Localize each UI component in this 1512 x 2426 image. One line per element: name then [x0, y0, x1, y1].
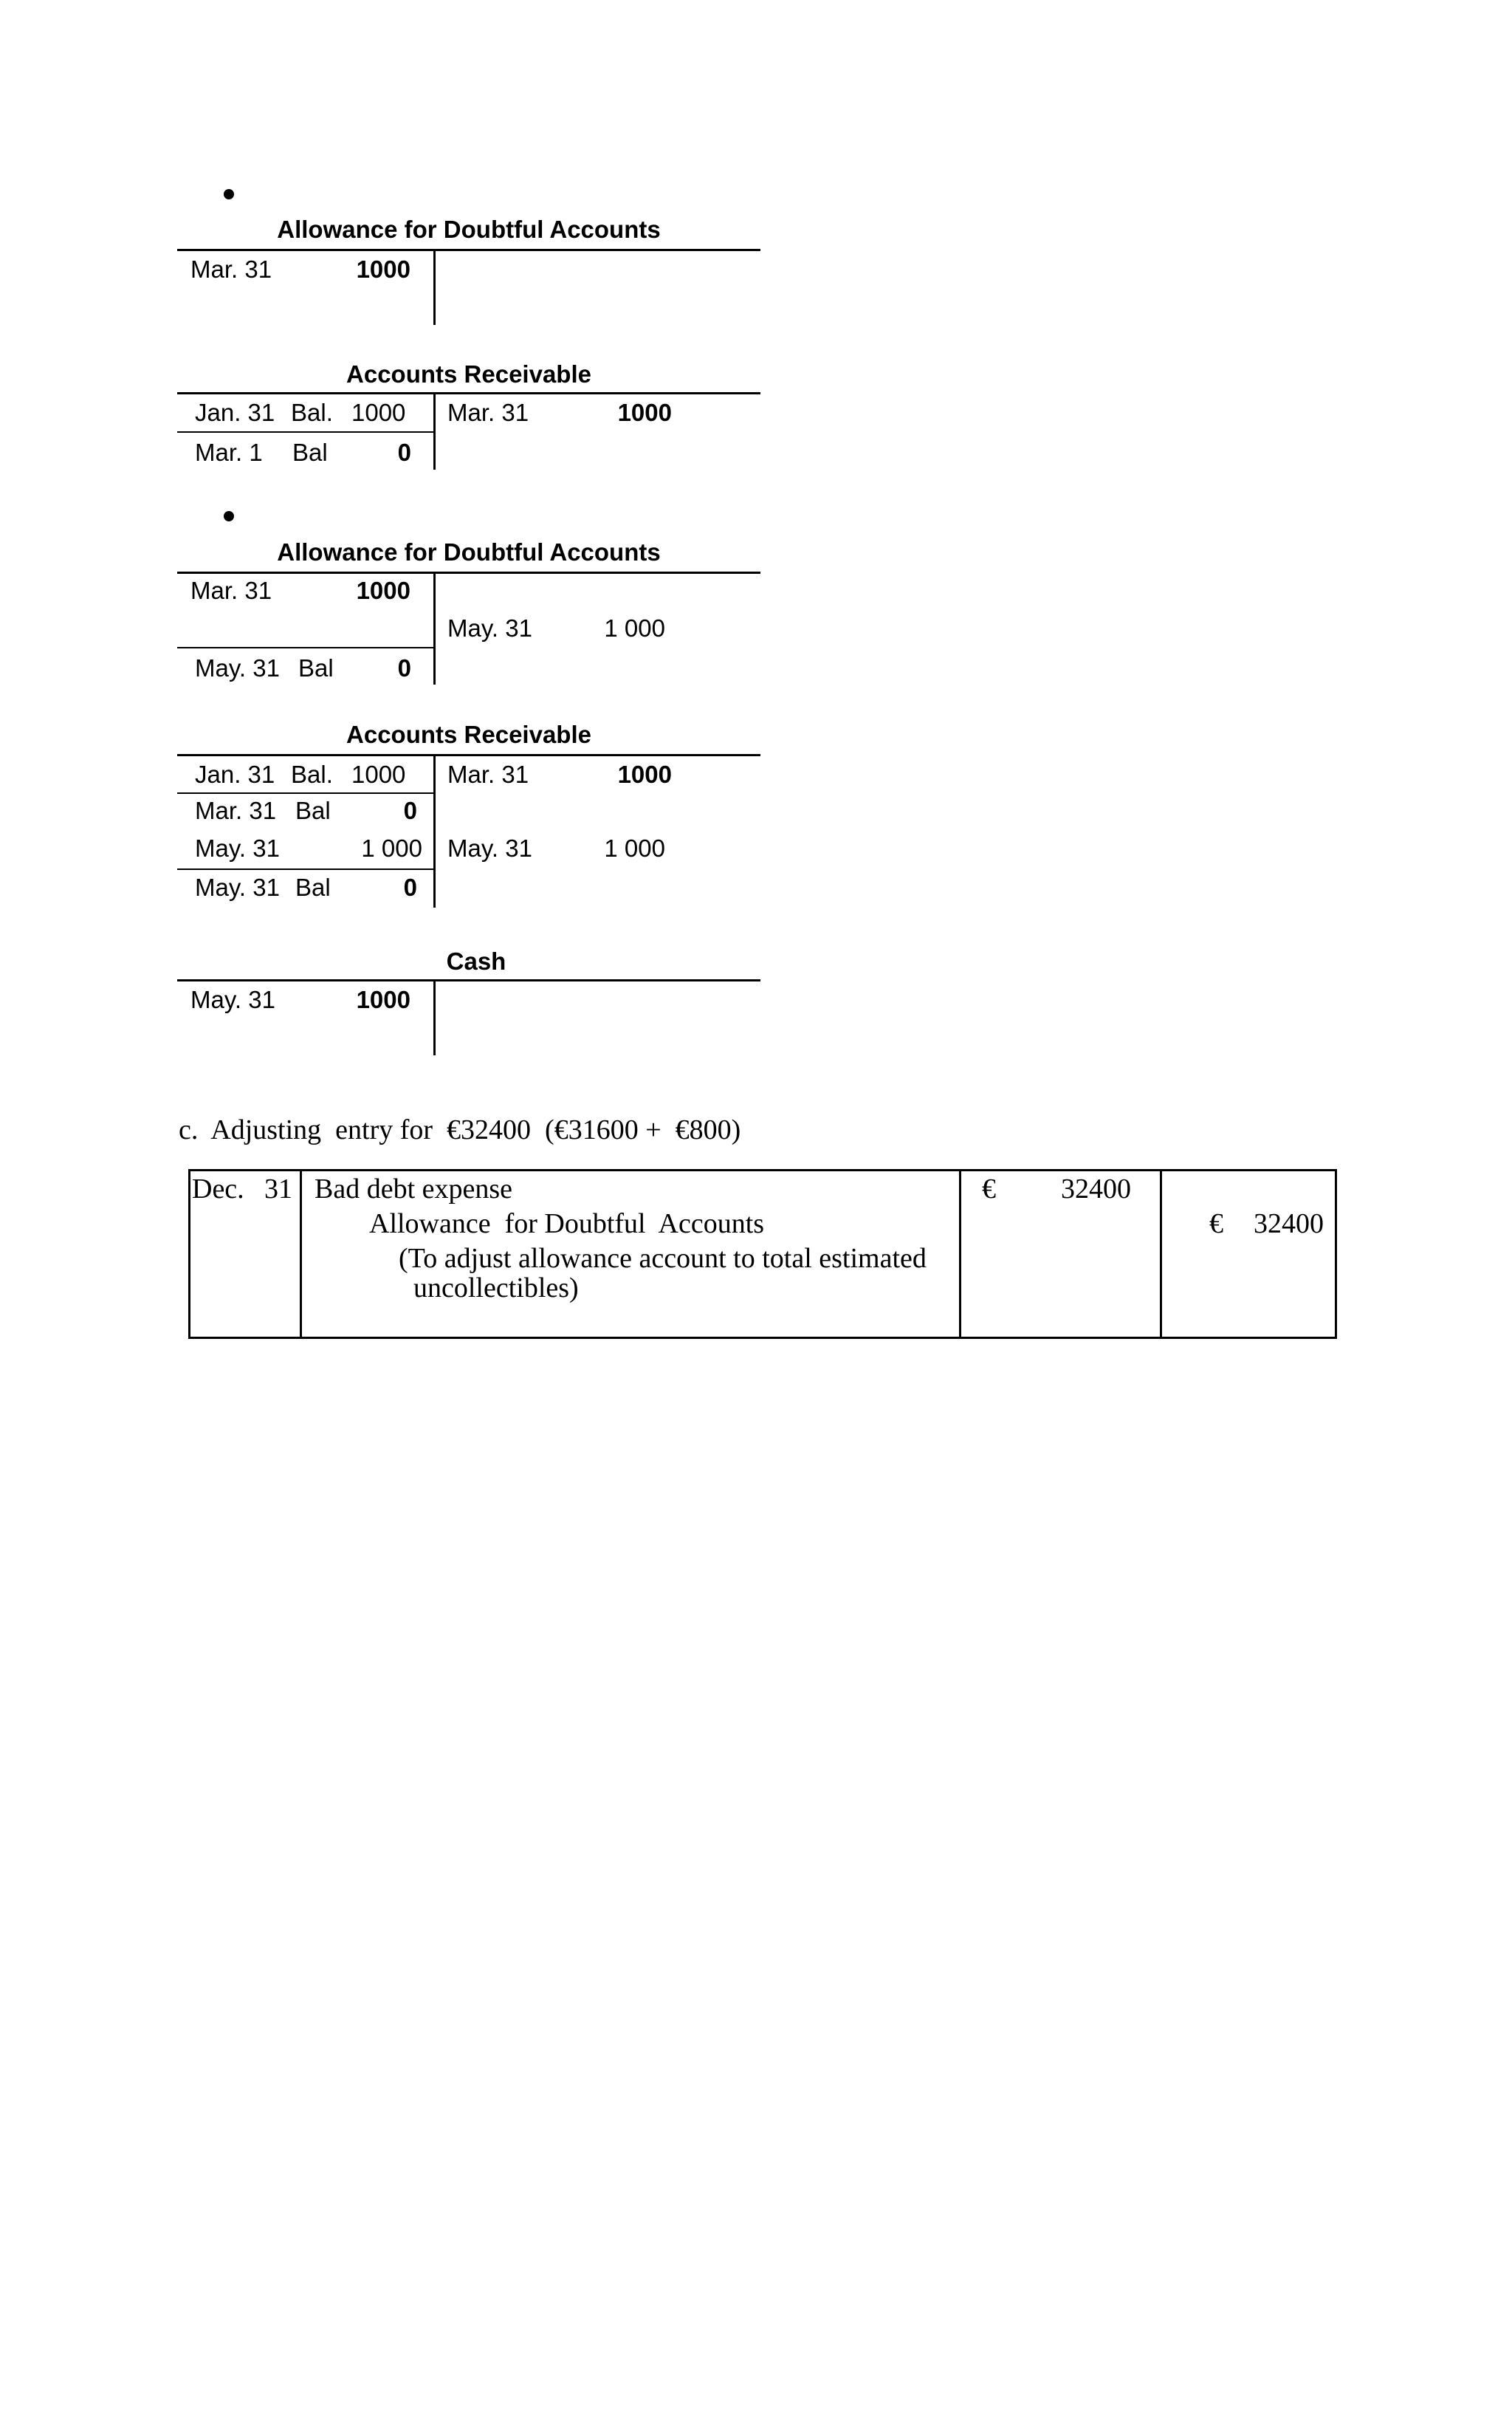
receivable-1-row1-date: Jan. 31 [195, 399, 275, 426]
receivable-2-right2-date: May. 31 [447, 835, 532, 862]
allowance-1-amount: 1000 [356, 256, 410, 283]
journal-col-divider-2 [959, 1171, 961, 1337]
cash-title: Cash [446, 948, 506, 975]
receivable-1-row1-note: Bal. [291, 399, 333, 426]
journal-credit-currency: € [1209, 1208, 1223, 1239]
journal-debit-account: Bad debt expense [315, 1173, 513, 1205]
receivable-1-right-amount: 1000 [617, 399, 672, 426]
journal-credit-amount: 32400 [1254, 1208, 1324, 1239]
receivable-2-right2-amount: 1 000 [604, 835, 665, 862]
allowance-2-row-rule [177, 647, 433, 648]
bullet-1 [224, 189, 234, 199]
receivable-2-right1-date: Mar. 31 [447, 761, 529, 788]
allowance-title-1: Allowance for Doubtful Accounts [277, 216, 661, 243]
receivable-1-row2-amount: 0 [397, 439, 411, 466]
bullet-2 [224, 511, 234, 521]
receivable-1-row-rule [177, 431, 433, 433]
journal-col-divider-1 [300, 1171, 302, 1337]
receivable-1-top-rule [177, 392, 760, 394]
receivable-2-row3-amount: 1 000 [361, 835, 422, 862]
allowance-2-bal-date: May. 31 [195, 654, 280, 682]
allowance-2-top-rule [177, 572, 760, 574]
receivable-2-row4-amount: 0 [403, 874, 417, 901]
receivable-2-row1-note: Bal. [291, 761, 333, 788]
allowance-2-divider [433, 574, 436, 685]
allowance-1-divider [433, 251, 436, 325]
journal-explanation-line1: (To adjust allowance account to total estimated [399, 1243, 927, 1274]
allowance-1-date: Mar. 31 [190, 256, 272, 283]
receivable-2-row3-date: May. 31 [195, 835, 280, 862]
journal-entry-table [188, 1169, 1337, 1339]
receivable-1-divider [433, 394, 436, 470]
receivable-2-rule-2 [177, 868, 433, 870]
allowance-2-left-amount: 1000 [356, 577, 410, 604]
receivable-2-row2-note: Bal [295, 797, 331, 824]
allowance-2-right-amount: 1 000 [604, 614, 665, 642]
journal-date-month: Dec. [192, 1173, 244, 1205]
allowance-title-2: Allowance for Doubtful Accounts [277, 538, 661, 566]
receivable-2-row2-date: Mar. 31 [195, 797, 277, 824]
receivable-2-row1-date: Jan. 31 [195, 761, 275, 788]
receivable-2-row4-date: May. 31 [195, 874, 280, 901]
journal-debit-currency: € [982, 1173, 996, 1205]
receivable-1-row2-date: Mar. 1 [195, 439, 263, 466]
journal-debit-amount: 32400 [1061, 1173, 1131, 1205]
receivable-2-row2-amount: 0 [403, 797, 417, 824]
allowance-2-bal-amount: 0 [397, 654, 411, 682]
receivable-2-rule-1 [177, 792, 433, 794]
allowance-2-left-date: Mar. 31 [190, 577, 272, 604]
journal-date-day: 31 [264, 1173, 292, 1205]
receivable-2-row1-amount: 1000 [351, 761, 406, 788]
cash-amount: 1000 [356, 986, 410, 1013]
cash-top-rule [177, 979, 760, 981]
journal-explanation-line2: uncollectibles) [413, 1272, 579, 1303]
receivable-2-top-rule [177, 754, 760, 756]
receivable-1-right-date: Mar. 31 [447, 399, 529, 426]
allowance-2-bal-note: Bal [298, 654, 334, 682]
part-c-heading: c. Adjusting entry for €32400 (€31600 + €800) [179, 1114, 741, 1145]
receivable-2-row4-note: Bal [295, 874, 331, 901]
receivable-1-row2-note: Bal [292, 439, 328, 466]
journal-col-divider-3 [1160, 1171, 1162, 1337]
receivable-title-2: Accounts Receivable [346, 721, 591, 748]
receivable-2-divider [433, 756, 436, 908]
receivable-1-row1-amount: 1000 [351, 399, 406, 426]
allowance-2-right-date: May. 31 [447, 614, 532, 642]
cash-divider [433, 981, 436, 1055]
cash-date: May. 31 [190, 986, 275, 1013]
journal-credit-account: Allowance for Doubtful Accounts [369, 1208, 765, 1239]
receivable-title-1: Accounts Receivable [346, 360, 591, 388]
allowance-1-top-rule [177, 249, 760, 251]
receivable-2-right1-amount: 1000 [617, 761, 672, 788]
